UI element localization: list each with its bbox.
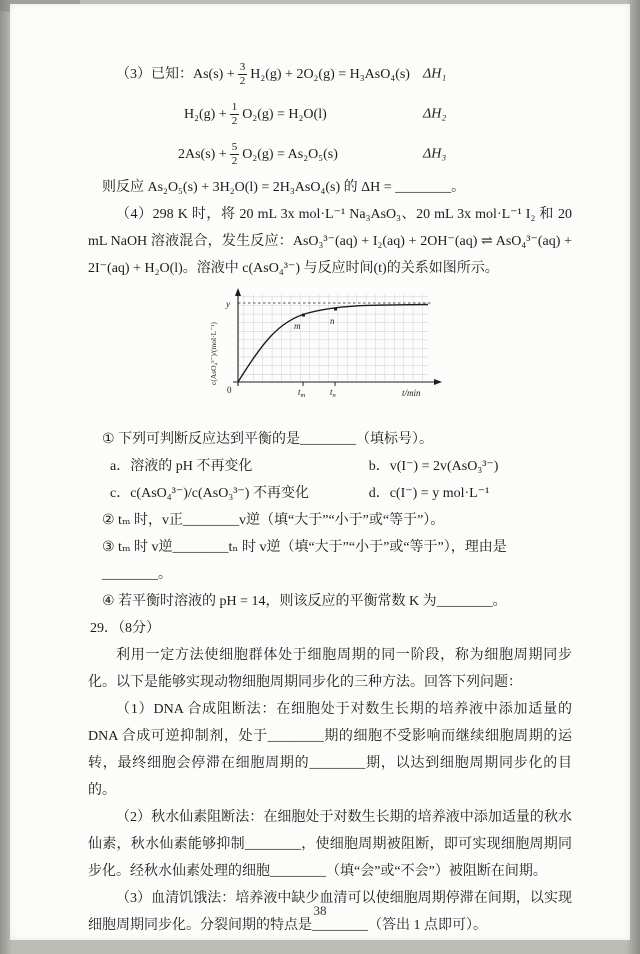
figure-wrap	[206, 288, 466, 422]
exam-paper	[10, 4, 630, 940]
equation-text: （3）已知：As(s) +	[116, 66, 235, 82]
x-axis-arrow	[434, 379, 442, 385]
enthalpy-label: ΔH₃	[423, 146, 447, 162]
grid-area	[238, 294, 428, 382]
q4-choices-row1	[88, 453, 572, 480]
tn-tick-label: $t_n$	[330, 387, 336, 399]
fraction	[238, 61, 248, 87]
q4-sub2: ② tₘ 时，v正________v逆（填“大于”“小于”或“等于”）。	[102, 513, 445, 528]
choice-d: d．c(I⁻) = y mol·L⁻¹	[368, 486, 490, 501]
fraction	[230, 141, 240, 167]
fraction-denominator: 2	[239, 74, 246, 87]
fraction-numerator: 1	[231, 100, 238, 113]
q4-choices-row2	[88, 480, 572, 507]
x-axis-label: t/min	[402, 388, 421, 398]
y-axis-arrow	[235, 288, 241, 296]
equation-text: O₂(g) = H₂O(l)	[242, 106, 327, 122]
tm-tick-label: $t_m$	[298, 387, 306, 399]
q4-statement: （4）298 K 时，将 20 mL 3x mol·L⁻¹ Na₃AsO₃、20 mL 3x mol·L⁻¹ I₂ 和 20 mL NaOH 溶液混合，发生反应：AsO₃³⁻(aq) + I₂(aq) + 2OH⁻(aq) ⇌ AsO₄³⁻(aq) + 2I⁻(aq) + H₂O(l)。溶液中 c(AsO₄³⁻) 与反应时间(t)的关系如图所示。	[88, 207, 572, 276]
enthalpy-label: ΔH₂	[423, 106, 447, 122]
point-n-label: n	[330, 316, 335, 326]
q29-intro: 利用一定方法使细胞群体处于细胞周期的同一阶段，称为细胞周期同步化。以下是能够实现动物细胞周期同步化的三种方法。回答下列问题：	[88, 648, 572, 690]
fraction-denominator: 2	[231, 154, 238, 167]
equation-text: 2As(s) +	[178, 146, 227, 162]
fraction-numerator: 5	[231, 140, 238, 153]
y-value-label: y	[226, 299, 230, 309]
equation-text: H₂(g) + 2O₂(g) = H₃AsO₄(s)	[250, 66, 410, 82]
point-n-marker	[334, 308, 337, 311]
q3-equation-2	[88, 94, 572, 134]
choice-a: a．溶液的 pH 不再变化	[110, 459, 253, 474]
page-number: 38	[313, 903, 327, 918]
q4-sub1: ① 下列可判断反应达到平衡的是________（填标号）。	[102, 432, 434, 447]
point-m-label: m	[294, 321, 301, 331]
origin-label: 0	[227, 385, 232, 395]
q29-header: 29．（8分）	[90, 621, 160, 636]
q29-part1: （1）DNA 合成阻断法：在细胞处于对数生长期的培养液中添加适量的 DNA 合成可逆抑制剂，处于________期的细胞不受影响而继续细胞周期的运转，最终细胞会停滞在细胞周期的________期，以达到细胞周期同步化的目的。	[88, 702, 572, 798]
y-axis-label: c(AsO₄³⁻)/(mol·L⁻¹)	[209, 322, 218, 385]
equation-text: H₂(g) +	[184, 106, 227, 122]
concentration-time-graph	[206, 288, 464, 412]
q29-part3: （3）血清饥饿法：培养液中缺少血清可以使细胞周期停滞在间期，以实现细胞周期同步化。分裂间期的特点是________（答出 1 点即可）。	[88, 891, 572, 933]
choice-b: b．v(I⁻) = 2v(AsO₃³⁻)	[368, 459, 499, 474]
equation-text: O₂(g) = As₂O₅(s)	[242, 146, 338, 162]
fraction	[230, 101, 240, 127]
q3-equation-1	[88, 54, 572, 94]
q4-sub4: ④ 若平衡时溶液的 pH = 14，则该反应的平衡常数 K 为________。	[102, 594, 507, 609]
point-m-marker	[302, 314, 305, 317]
fraction-denominator: 2	[231, 114, 238, 127]
q3-equation-3	[88, 134, 572, 174]
q4-sub3: ③ tₘ 时 v逆________tₙ 时 v逆（填“大于”“小于”或“等于”），理由是________。	[102, 540, 507, 582]
choice-c: c．c(AsO₄³⁻)/c(AsO₃³⁻) 不再变化	[110, 486, 309, 501]
fraction-numerator: 3	[239, 60, 246, 73]
q3-conclusion: 则反应 As₂O₅(s) + 3H₂O(l) = 2H₃AsO₄(s) 的 ΔH = ________。	[102, 180, 466, 195]
enthalpy-label: ΔH₁	[423, 66, 447, 82]
q29-part2: （2）秋水仙素阻断法：在细胞处于对数生长期的培养液中添加适量的秋水仙素，秋水仙素能够抑制________，使细胞周期被阻断，即可实现细胞周期同步化。经秋水仙素处理的细胞________（填“会”或“不会”）被阻断在间期。	[88, 810, 572, 879]
